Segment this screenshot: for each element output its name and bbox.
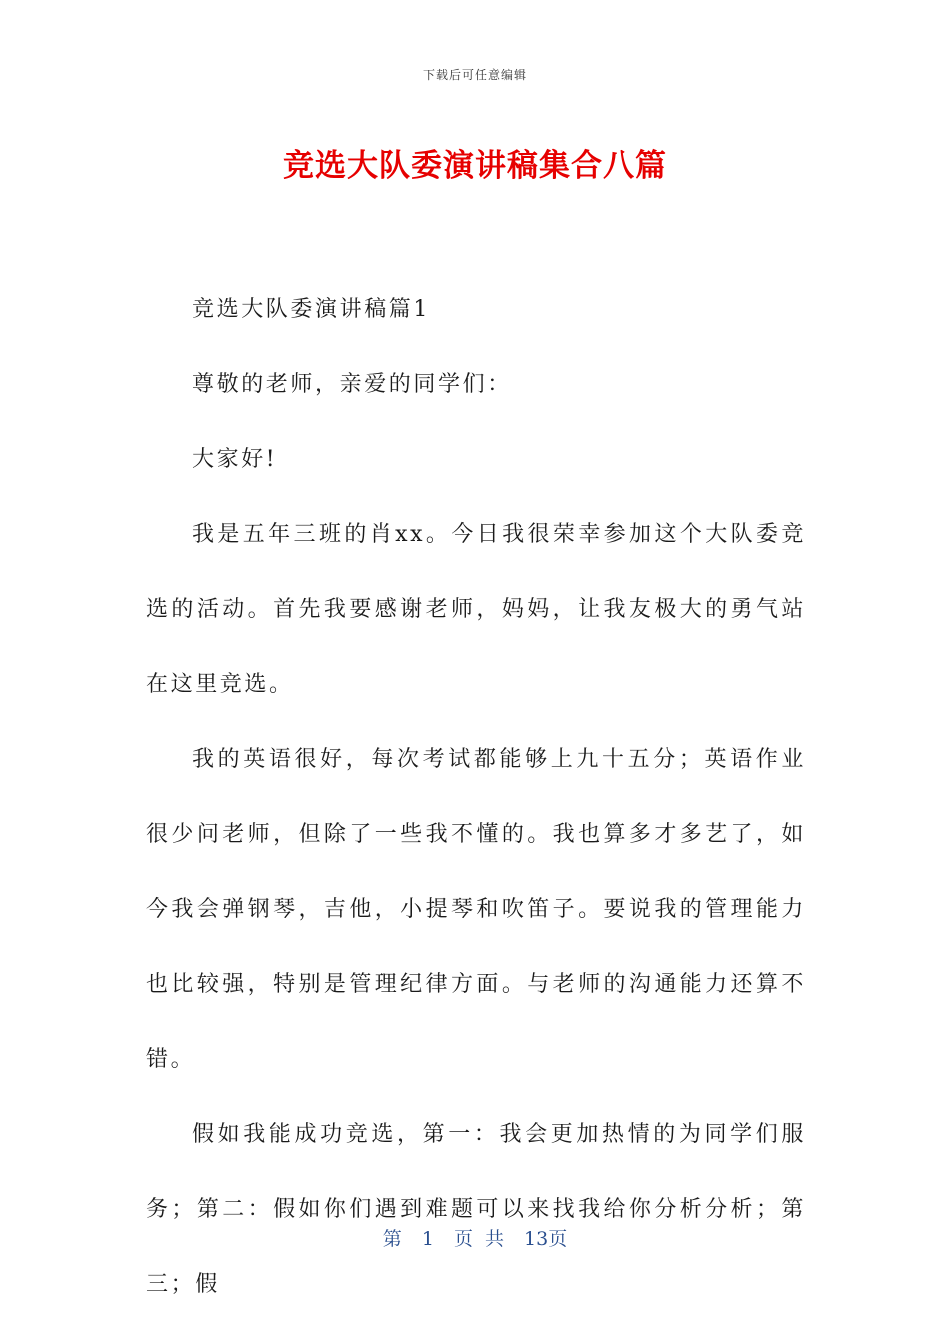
paragraph-introduction: 我是五年三班的肖xx。今日我很荣幸参加这个大队委竞选的活动。首先我要感谢老师，妈妈，让我友极大的勇气站在这里竞选。 <box>146 522 806 697</box>
paragraph-promises: 假如我能成功竞选，第一：我会更加热情的为同学们服务；第二：假如你们遇到难题可以来找我给你分析分析；第三；假 <box>146 1122 806 1297</box>
header-note: 下载后可任意编辑 <box>422 68 527 82</box>
page-footer <box>0 1224 950 1251</box>
document-body <box>146 272 806 1322</box>
footer-current-page: 1 <box>421 1228 434 1250</box>
footer-label-of: 页 共 <box>453 1228 504 1250</box>
footer-label-page: 第 <box>382 1228 402 1250</box>
document-title: 竞选大队委演讲稿集合八篇 <box>283 148 667 184</box>
paragraph-greeting: 大家好! <box>192 447 278 472</box>
paragraph-abilities: 我的英语很好，每次考试都能够上九十五分；英语作业很少问老师，但除了一些我不懂的。我也算多才多艺了，如今我会弹钢琴，吉他，小提琴和吹笛子。要说我的管理能力也比较强，特别是管理纪律方面。与老师的沟通能力还算不错。 <box>146 747 806 1072</box>
paragraph-salutation: 尊敬的老师，亲爱的同学们： <box>192 372 512 397</box>
footer-total-pages: 13页 <box>524 1228 568 1250</box>
paragraph-section-heading: 竞选大队委演讲稿篇1 <box>192 297 430 322</box>
